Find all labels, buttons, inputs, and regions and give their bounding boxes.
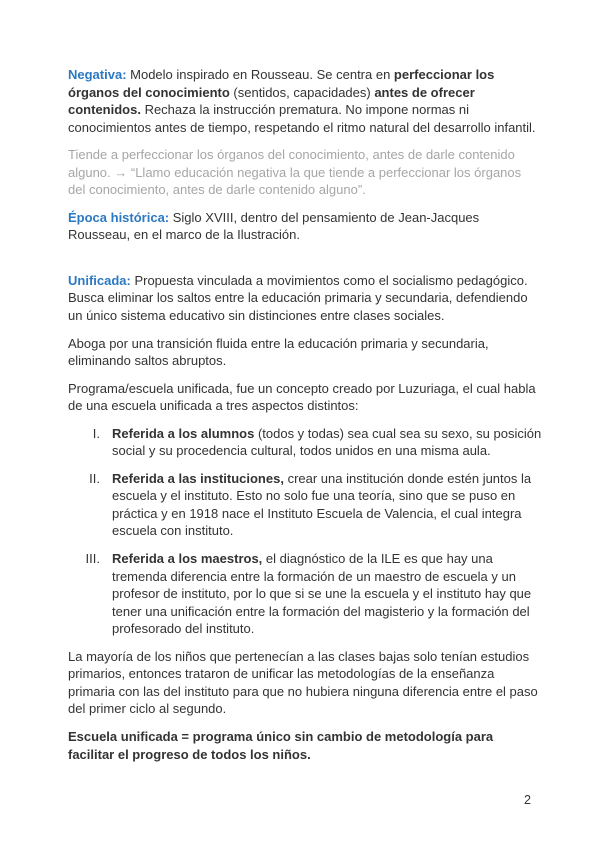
paragraph-programa: Programa/escuela unificada, fue un concepto creado por Luzuriaga, el cual habla de una escuela unificada a tres aspectos distintos:: [68, 380, 536, 414]
paragraph-resumen: Escuela unificada = programa único sin cambio de metodología para facilitar el progreso de todos los niños.: [68, 728, 494, 762]
list-item-referida-maestros: [68, 550, 542, 638]
bold-run: antes de ofrecer contenidos.: [68, 84, 475, 118]
page-number: 2: [524, 793, 531, 807]
paragraph-nota-gris: Tiende a perfeccionar los órganos del conocimiento, antes de darle contenido alguno. → “Llamo educación negativa la que tiende a perfeccionar los órganos del conocimiento, antes de darle contenido alguno”.: [68, 147, 522, 198]
paragraph-epoca-historica: [68, 209, 542, 244]
text-run: Siglo XVIII, dentro del pensamiento de Jean-Jacques Rousseau, en el marco de la Ilustración.: [68, 209, 480, 243]
bold-run: Referida a los alumnos: [112, 425, 255, 441]
paragraph-negativa: [68, 66, 542, 136]
list-marker-roman: III.: [85, 551, 100, 567]
paragraph-unificada: [68, 272, 542, 325]
term-label-unificada: Unificada:: [68, 272, 131, 288]
list-item-referida-instituciones: [68, 470, 542, 540]
text-run: (todos y todas) sea cual sea su sexo, su posición social y su procedencia cultural, todos unidos en una misma aula.: [112, 425, 542, 459]
text-run: Propuesta vinculada a movimientos como el socialismo pedagógico. Busca eliminar los saltos entre la educación primaria y secundaria, defendiendo un único sistema educativo sin distinciones entre clases sociales.: [68, 272, 528, 324]
bold-run: Referida a los maestros,: [112, 551, 263, 567]
text-run: Rechaza la instrucción prematura. No impone normas ni conocimientos antes de tiempo, respetando el ritmo natural del desarrollo infantil.: [68, 102, 536, 135]
term-label-negativa: Negativa:: [68, 67, 127, 82]
bold-run: Referida a las instituciones,: [112, 470, 284, 486]
list-marker-roman: I.: [92, 425, 100, 441]
text-run: Modelo inspirado en Rousseau. Se centra en: [126, 67, 394, 82]
list-item-referida-alumnos: [68, 425, 542, 460]
bold-run: perfeccionar los órganos del conocimiento: [68, 67, 495, 100]
list-marker-roman: II.: [89, 470, 100, 486]
term-label-epoca: Época histórica:: [68, 209, 170, 225]
text-run: crear una institución donde estén juntos la escuela y el instituto. Esto no solo fue una teoría, sino que se puso en práctica y en 1918 nace el Instituto Escuela de Valencia, el cual integra escuela con instituto.: [112, 470, 532, 539]
document-content: [68, 66, 542, 773]
text-run: el diagnóstico de la ILE es que hay una tremenda diferencia entre la formación de un maestro de escuela y un profesor de instituto, por lo que si se une la escuela y el instituto hay que tener una unificación entre la formación del magisterio y la formación del profesorado del instituto.: [112, 551, 532, 637]
paragraph-mayoria: La mayoría de los niños que pertenecían a las clases bajas solo tenían estudios primarios, entonces trataron de unificar las metodologías de la enseñanza primaria con las del instituto para que no hubiera ninguna diferencia entre el paso del primer ciclo al segundo.: [68, 648, 538, 717]
paragraph-aboga: Aboga por una transición fluida entre la educación primaria y secundaria, eliminando saltos abruptos.: [68, 335, 489, 369]
text-run: (sentidos, capacidades): [229, 84, 375, 100]
list-aspectos: [68, 425, 542, 638]
